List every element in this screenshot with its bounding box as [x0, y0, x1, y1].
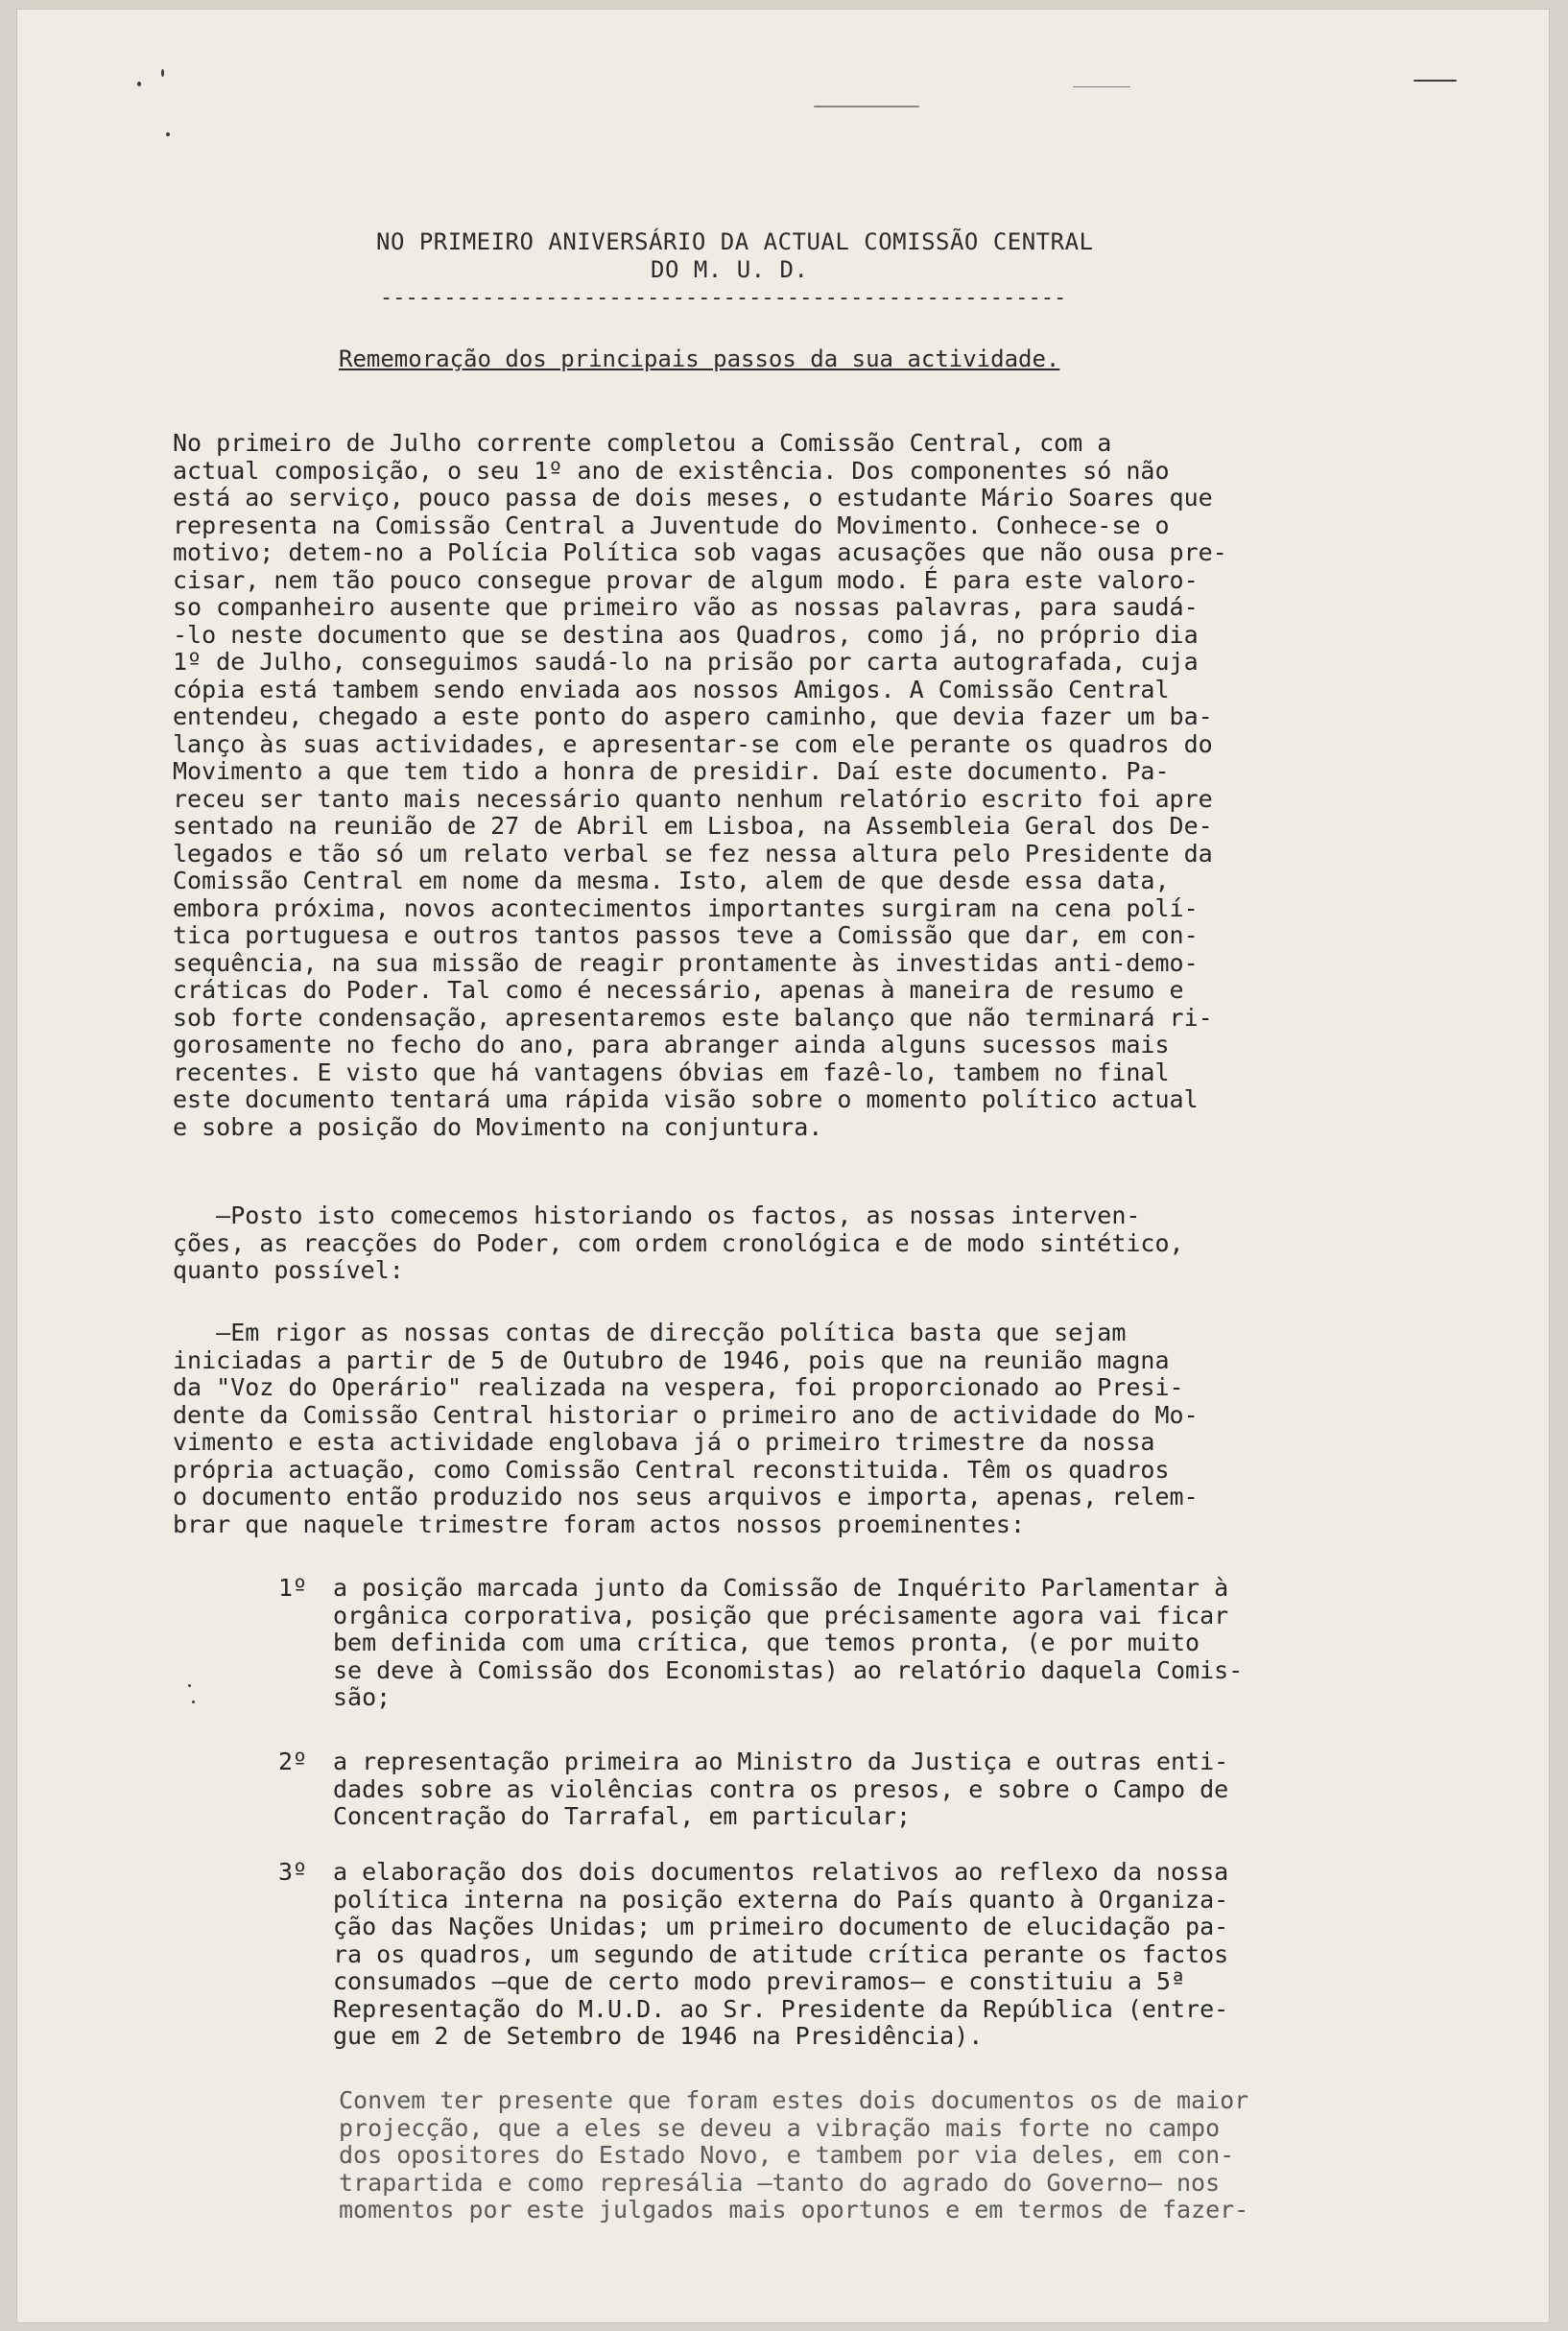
text-line: Convem ter presente que foram estes dois documentos os de maior	[339, 2086, 1249, 2114]
text-line: Representação do M.U.D. ao Sr. Presidente da República (entre-	[333, 1994, 1229, 2023]
text-line: —Em rigor as nossas contas de direcção política basta que sejam	[173, 1319, 1127, 1346]
text-line: ção das Nações Unidas; um primeiro documento de elucidação pa-	[333, 1913, 1229, 1940]
ink-speck	[1414, 80, 1457, 82]
text-line: política interna na posição externa do País quanto à Organiza-	[333, 1885, 1229, 1914]
ink-speck	[192, 1701, 195, 1703]
ink-speck	[1073, 86, 1130, 87]
ink-speck	[188, 1684, 191, 1687]
text-line: dente da Comissão Central historiar o primeiro ano de actividade do Mo-	[173, 1400, 1199, 1429]
list-item-number: 2º	[278, 1748, 308, 1775]
text-line: representa na Comissão Central a Juventude do Movimento. Conhece-se o	[173, 511, 1170, 539]
text-line: -lo neste documento que se destina aos Quadros, como já, no próprio dia	[173, 620, 1199, 649]
list-item-number: 1º	[278, 1574, 308, 1602]
text-line: sentado na reunião de 27 de Abril em Lisboa, na Assembleia Geral dos De-	[173, 812, 1213, 840]
text-line: tica portuguesa e outros tantos passos teve a Comissão que dar, em con-	[173, 921, 1199, 949]
text-line: e sobre a posição do Movimento na conjuntura.	[173, 1112, 823, 1141]
text-line: sequência, na sua missão de reagir prontamente às investidas anti-demo-	[173, 948, 1199, 977]
text-line: brar que naquele trimestre foram actos nossos proeminentes:	[173, 1510, 1026, 1538]
paragraph-posto	[173, 1202, 1439, 1285]
document-title: NO PRIMEIRO ANIVERSÁRIO DA ACTUAL COMISSÃO CENTRAL	[376, 228, 1094, 255]
text-line: orgânica corporativa, posição que précisamente agora vai ficar	[333, 1601, 1229, 1629]
text-line: este documento tentará uma rápida visão sobre o momento político actual	[173, 1085, 1199, 1113]
text-line: quanto possível:	[173, 1256, 404, 1284]
text-line: entendeu, chegado a este ponto do aspero caminho, que devia fazer um ba-	[173, 702, 1213, 730]
document-subtitle: Rememoração dos principais passos da sua actividade.	[339, 345, 1060, 372]
text-line: a representação primeira ao Ministro da Justiça e outras enti-	[333, 1748, 1229, 1775]
text-line: gue em 2 de Setembro de 1946 na Presidência).	[333, 2022, 984, 2050]
text-line: ra os quadros, um segundo de atitude crítica perante os factos	[333, 1939, 1229, 1968]
text-line: dades sobre as violências contra os presos, e sobre o Campo de	[333, 1774, 1229, 1803]
text-line: a elaboração dos dois documentos relativos ao reflexo da nossa	[333, 1858, 1229, 1886]
text-line: ções, as reacções do Poder, com ordem cronológica e de modo sintético,	[173, 1228, 1184, 1257]
text-line: Concentração do Tarrafal, em particular;	[333, 1802, 912, 1830]
text-line: lanço às suas actividades, e apresentar-se com ele perante os quadros do	[173, 729, 1213, 758]
text-line: actual composição, o seu 1º ano de existência. Dos componentes só não	[173, 456, 1170, 485]
text-line: 1º de Julho, conseguimos saudá-lo na prisão por carta autografada, cuja	[173, 648, 1199, 676]
text-line: da "Voz do Operário" realizada na vespera, foi proporcionado ao Presi-	[173, 1373, 1184, 1401]
list-item-number: 3º	[278, 1858, 308, 1886]
text-line: cópia está tambem sendo enviada aos nossos Amigos. A Comissão Central	[173, 675, 1170, 703]
text-line: está ao serviço, pouco passa de dois meses, o estudante Mário Soares que	[173, 484, 1213, 511]
text-line: trapartida e como represália —tanto do agrado do Governo— nos	[339, 2168, 1221, 2197]
text-line: iniciadas a partir de 5 de Outubro de 1946, pois que na reunião magna	[173, 1345, 1170, 1374]
text-line: cráticas do Poder. Tal como é necessário, apenas à maneira de resumo e	[173, 976, 1184, 1004]
text-line: so companheiro ausente que primeiro vão as nossas palavras, para saudá-	[173, 593, 1199, 621]
ink-speck	[166, 132, 170, 136]
text-line: o documento então produzido nos seus arquivos e importa, apenas, relem-	[173, 1483, 1199, 1510]
text-line: dos opositores do Estado Novo, e tambem por via deles, em con-	[339, 2141, 1235, 2169]
text-line: consumados —que de certo modo previramos— e constituiu a 5ª	[333, 1967, 1186, 1995]
text-line: se deve à Comissão dos Economistas) ao relatório daquela Comis-	[333, 1655, 1244, 1684]
text-line: bem definida com uma crítica, que temos pronta, (e por muito	[333, 1629, 1200, 1656]
paragraph-convem	[339, 2087, 1471, 2224]
ink-speck	[161, 69, 164, 77]
list-item-text	[333, 1748, 1228, 1831]
paragraph-intro	[173, 430, 1439, 1141]
text-line: gorosamente no fecho do ano, para abranger ainda alguns sucessos mais	[173, 1031, 1170, 1058]
text-line: própria actuação, como Comissão Central reconstituida. Têm os quadros	[173, 1455, 1170, 1484]
text-line: momentos por este julgados mais oportunos e em termos de fazer-	[339, 2196, 1249, 2224]
text-line: sob forte condensação, apresentaremos este balanço que não terminará ri-	[173, 1003, 1213, 1032]
text-line: receu ser tanto mais necessário quanto nenhum relatório escrito foi apre	[173, 784, 1213, 813]
text-line: a posição marcada junto da Comissão de Inquérito Parlamentar à	[333, 1574, 1229, 1602]
title-divider: ------------------------------------------------------	[380, 286, 1067, 310]
text-line: motivo; detem-no a Polícia Política sob vagas acusações que não ousa pre-	[173, 538, 1227, 566]
paragraph-rigor	[173, 1320, 1439, 1538]
text-line: Comissão Central em nome da mesma. Isto, alem de que desde essa data,	[173, 867, 1170, 894]
ink-speck	[137, 82, 141, 86]
document-title-line2: DO M. U. D.	[651, 256, 809, 283]
text-line: Movimento a que tem tido a honra de presidir. Daí este documento. Pa-	[173, 757, 1170, 785]
list-item-text	[333, 1575, 1243, 1712]
text-line: recentes. E visto que há vantagens óbvias em fazê-lo, tambem no final	[173, 1058, 1170, 1086]
ink-speck	[814, 106, 919, 107]
text-line: embora próxima, novos acontecimentos importantes surgiram na cena polí-	[173, 893, 1199, 922]
text-line: cisar, nem tão pouco consegue provar de algum modo. É para este valoro-	[173, 565, 1199, 594]
text-line: legados e tão só um relato verbal se fez nessa altura pelo Presidente da	[173, 839, 1213, 868]
text-line: vimento e esta actividade englobava já o primeiro trimestre da nossa	[173, 1428, 1155, 1456]
document-page	[17, 10, 1549, 2322]
text-line: —Posto isto comecemos historiando os factos, as nossas interven-	[173, 1201, 1141, 1229]
text-line: No primeiro de Julho corrente completou a Comissão Central, com a	[173, 429, 1112, 457]
text-line: são;	[333, 1683, 392, 1711]
list-item-text	[333, 1859, 1228, 2051]
text-line: projecção, que a eles se deveu a vibração mais forte no campo	[339, 2113, 1221, 2142]
